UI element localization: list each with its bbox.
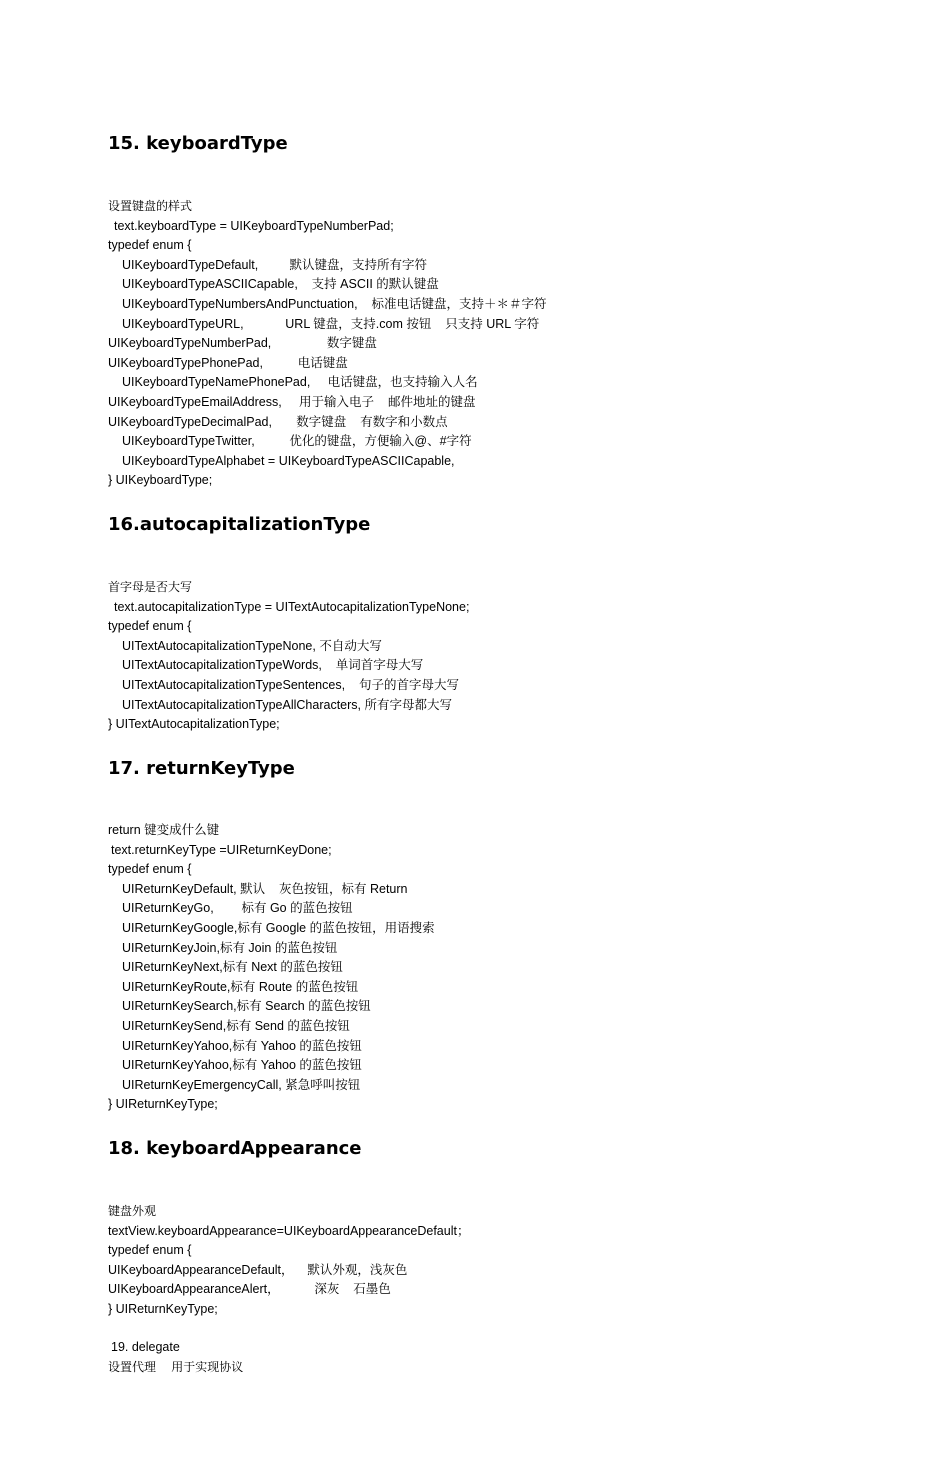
enum-entry: UIKeyboardTypeDecimalPad, 数字键盘 有数字和小数点 bbox=[108, 414, 448, 429]
enum-entry: UIKeyboardTypeASCIICapable, 支持 ASCII 的默认键盘 bbox=[122, 277, 439, 292]
section-body-delegate bbox=[108, 1338, 243, 1377]
enum-entry: UIReturnKeySearch,标有 Search 的蓝色按钮 bbox=[122, 999, 371, 1014]
enum-entry: UIReturnKeyYahoo,标有 Yahoo 的蓝色按钮 bbox=[122, 1038, 362, 1053]
enum-entry: UIKeyboardTypeDefault, 默认键盘，支持所有字符 bbox=[122, 257, 427, 272]
section-description: 设置键盘的样式 bbox=[108, 199, 193, 213]
enum-entry: UIKeyboardTypeNamePhonePad, 电话键盘，也支持输入人名 bbox=[122, 375, 478, 390]
code-line: text.keyboardType = UIKeyboardTypeNumberPad; bbox=[114, 218, 394, 233]
typedef-close: } UITextAutocapitalizationType; bbox=[108, 717, 280, 732]
section-title-delegate: 19. delegate bbox=[111, 1340, 180, 1354]
code-line: text.autocapitalizationType = UITextAutocapitalizationTypeNone; bbox=[114, 599, 470, 614]
section-description: 键盘外观 bbox=[108, 1204, 157, 1218]
enum-entry: UIReturnKeyGoogle,标有 Google 的蓝色按钮，用语搜索 bbox=[122, 920, 435, 935]
enum-entry: UIReturnKeyYahoo,标有 Yahoo 的蓝色按钮 bbox=[122, 1058, 362, 1073]
section-body-keyboardtype bbox=[108, 197, 546, 491]
enum-entry: UIReturnKeyDefault, 默认 灰色按钮，标有 Return bbox=[122, 881, 408, 896]
typedef-open: typedef enum { bbox=[108, 619, 192, 634]
typedef-open: typedef enum { bbox=[108, 862, 192, 877]
section-body-keyboardappearance bbox=[108, 1202, 469, 1320]
typedef-close: } UIKeyboardType; bbox=[108, 473, 213, 488]
code-line: textView.keyboardAppearance=UIKeyboardAppearanceDefault； bbox=[108, 1223, 470, 1238]
section-body-returnkeytype bbox=[108, 821, 435, 1115]
enum-entry: UIKeyboardTypeNumberPad, 数字键盘 bbox=[108, 336, 377, 351]
enum-entry: UIReturnKeyRoute,标有 Route 的蓝色按钮 bbox=[122, 979, 359, 994]
enum-entry: UIKeyboardAppearanceDefault， 默认外观，浅灰色 bbox=[108, 1262, 408, 1277]
enum-entry: UIReturnKeySend,标有 Send 的蓝色按钮 bbox=[122, 1018, 350, 1033]
enum-entry: UITextAutocapitalizationTypeWords, 单词首字母大写 bbox=[122, 658, 424, 673]
enum-entry: UIKeyboardTypeEmailAddress, 用于输入电子 邮件地址的键盘 bbox=[108, 394, 476, 409]
section-heading-returnkeytype: 17. returnKeyType bbox=[108, 758, 295, 779]
enum-entry: UIReturnKeyNext,标有 Next 的蓝色按钮 bbox=[122, 960, 343, 975]
section-heading-keyboardtype: 15. keyboardType bbox=[108, 133, 288, 154]
section-description: 首字母是否大写 bbox=[108, 580, 193, 594]
section-body-autocapitalizationtype bbox=[108, 578, 469, 735]
enum-entry: UITextAutocapitalizationTypeSentences, 句子的首字母大写 bbox=[122, 677, 459, 692]
enum-entry: UIKeyboardTypeTwitter, 优化的键盘，方便输入@、#字符 bbox=[122, 434, 472, 449]
typedef-close: } UIReturnKeyType; bbox=[108, 1097, 218, 1112]
enum-entry: UIKeyboardTypePhonePad, 电话键盘 bbox=[108, 355, 348, 370]
enum-entry: UIReturnKeyGo, 标有 Go 的蓝色按钮 bbox=[122, 901, 353, 916]
enum-entry: UIKeyboardTypeNumbersAndPunctuation, 标准电话键盘，支持＋＊＃字符 bbox=[122, 296, 547, 311]
section-heading-keyboardappearance: 18. keyboardAppearance bbox=[108, 1138, 362, 1159]
enum-entry: UIKeyboardAppearanceAlert， 深灰 石墨色 bbox=[108, 1282, 391, 1297]
enum-entry: UIReturnKeyJoin,标有 Join 的蓝色按钮 bbox=[122, 940, 338, 955]
typedef-close: } UIReturnKeyType; bbox=[108, 1301, 218, 1316]
typedef-open: typedef enum { bbox=[108, 1243, 192, 1258]
enum-entry: UIKeyboardTypeURL, URL 键盘，支持.com 按钮 只支持 URL 字符 bbox=[122, 316, 540, 331]
enum-entry: UIReturnKeyEmergencyCall, 紧急呼叫按钮 bbox=[122, 1077, 361, 1092]
code-line: text.returnKeyType =UIReturnKeyDone; bbox=[111, 842, 332, 857]
section-description: return 键变成什么键 bbox=[108, 823, 220, 837]
enum-entry: UITextAutocapitalizationTypeNone, 不自动大写 bbox=[122, 638, 382, 653]
section-description: 设置代理 用于实现协议 bbox=[108, 1359, 244, 1374]
typedef-open: typedef enum { bbox=[108, 238, 192, 253]
enum-entry: UIKeyboardTypeAlphabet = UIKeyboardTypeASCIICapable, bbox=[122, 453, 455, 468]
section-heading-autocapitalizationtype: 16.autocapitalizationType bbox=[108, 514, 371, 535]
enum-entry: UITextAutocapitalizationTypeAllCharacters, 所有字母都大写 bbox=[122, 697, 452, 712]
